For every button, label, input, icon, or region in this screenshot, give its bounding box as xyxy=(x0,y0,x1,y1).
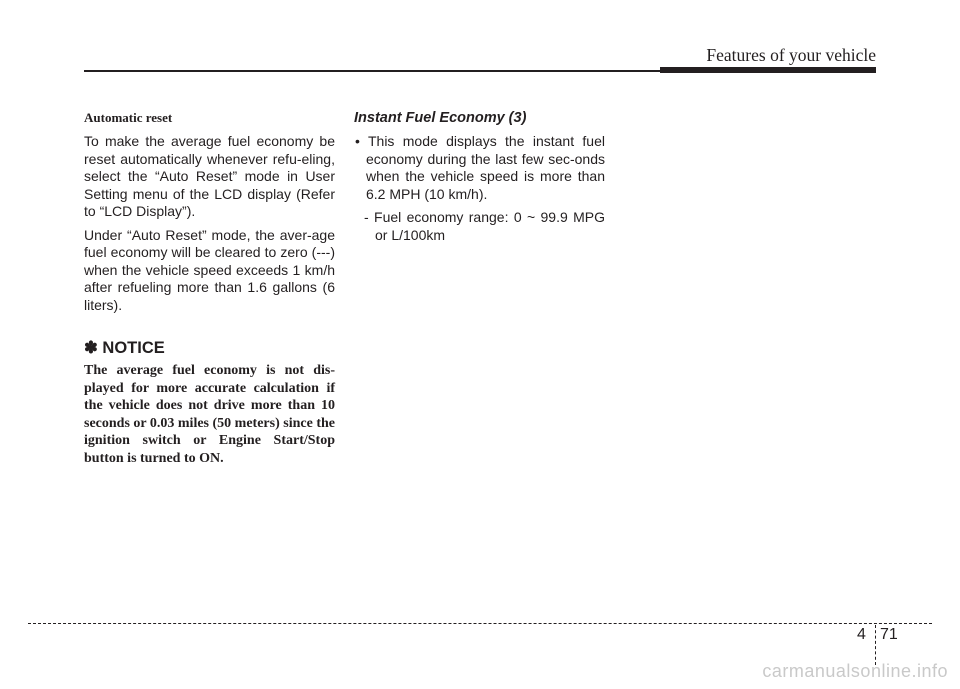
header-rule xyxy=(84,70,662,72)
page-number: 71 xyxy=(880,626,898,643)
chapter-number: 4 xyxy=(857,626,866,643)
notice-title: ✽ NOTICE xyxy=(84,339,165,357)
fuel-economy-range-subbullet: - Fuel economy range: 0 ~ 99.9 MPG or L/100km xyxy=(364,209,605,243)
watermark: carmanualsonline.info xyxy=(762,661,948,681)
page-number-divider xyxy=(875,625,876,665)
header-rule-accent xyxy=(660,67,876,73)
notice-body: The average fuel economy is not dis-played for more accurate calculation if the vehicle does not drive more than 10 seconds or 0.03 miles (50 meters) since the ignition switch or Engine Start/Stop button is turned to ON. xyxy=(84,363,335,466)
automatic-reset-subhead: Automatic reset xyxy=(84,110,173,125)
right-column xyxy=(354,110,605,248)
left-column xyxy=(84,110,335,467)
instant-fuel-economy-title: Instant Fuel Economy (3) xyxy=(354,110,527,126)
footer-rule xyxy=(28,623,932,624)
automatic-reset-paragraph-2: Under “Auto Reset” mode, the aver-age fuel economy will be cleared to zero (---) when the vehicle speed exceeds 1 km/h after refueling more than 1.6 gallons (6 liters). xyxy=(84,226,335,313)
instant-fuel-economy-bullet: • This mode displays the instant fuel economy during the last few sec-onds when the vehicle speed is more than 6.2 MPH (10 km/h). xyxy=(355,133,605,202)
automatic-reset-paragraph-1: To make the average fuel economy be reset automatically whenever refu-eling, select the “Auto Reset” mode in User Setting menu of the LCD display (Refer to “LCD Display”). xyxy=(84,133,335,219)
header-section-title: Features of your vehicle xyxy=(706,45,876,65)
